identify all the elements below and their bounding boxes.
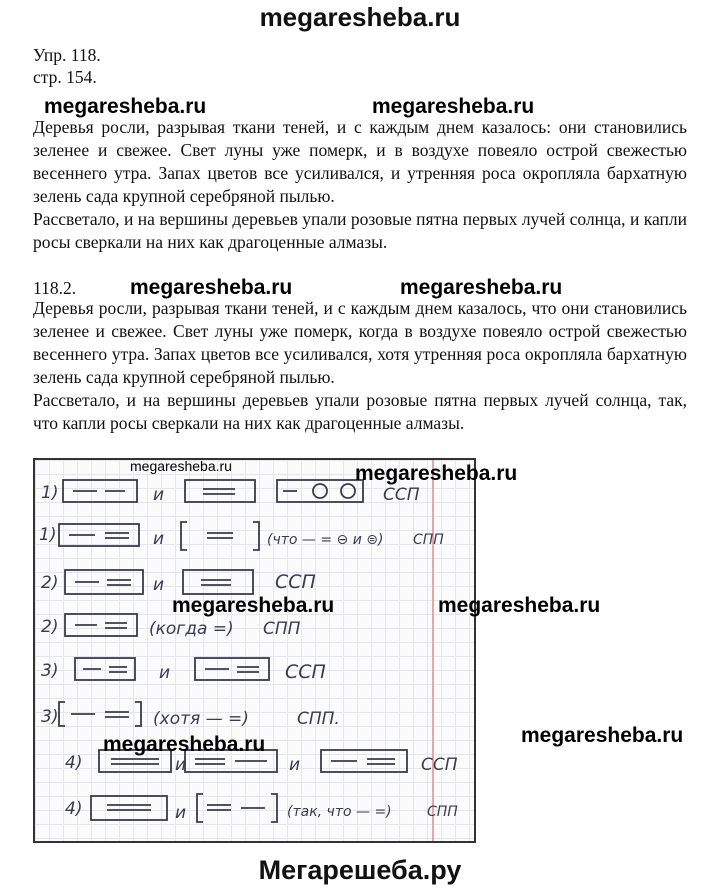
scheme-subordinate: (что — = ⊖ и ⊜) bbox=[267, 532, 384, 548]
watermark: megaresheba.ru bbox=[355, 462, 518, 485]
paragraph: Деревья росли, разрывая ткани теней, и с каждым днем казалось, что они становились зеленее и свежее. Свет луны уже померк, когда в воздухе повеяло острой свежестью весеннего утра. Запах цветов все усиливался, хотя утренняя роса окропляла бархатную зелень сада крупной серебряной пылью. bbox=[33, 298, 687, 387]
watermark: megaresheba.ru bbox=[521, 724, 684, 747]
page-reference: стр. 154. bbox=[33, 67, 97, 87]
scheme-number: 2) bbox=[41, 573, 59, 593]
watermark: megaresheba.ru bbox=[103, 733, 266, 756]
scheme-conjunction: и bbox=[159, 663, 171, 683]
notebook-photo bbox=[33, 458, 476, 843]
text-paragraph-block-2 bbox=[33, 297, 687, 435]
watermark: megaresheba.ru bbox=[438, 594, 601, 617]
scheme-conjunction: и bbox=[153, 529, 165, 549]
scheme-subordinate: (когда =) bbox=[149, 619, 234, 639]
scheme-number: 4) bbox=[65, 799, 83, 819]
watermark: megaresheba.ru bbox=[372, 95, 535, 118]
scheme-type: СПП. bbox=[297, 709, 340, 729]
scheme-number: 3) bbox=[41, 707, 59, 727]
scheme-type: ССП bbox=[383, 485, 420, 505]
scheme-number: 3) bbox=[41, 661, 59, 681]
scheme-type: СПП bbox=[413, 532, 444, 548]
watermark: megaresheba.ru bbox=[44, 95, 207, 118]
watermark: megaresheba.ru bbox=[400, 276, 563, 299]
paragraph: Деревья росли, разрывая ткани теней, и с каждым днем казалось: они становились зеленее и свежее. Свет луны уже померк, и в воздухе повеяло острой свежестью весеннего утра. Запах цветов все усиливался, и утренняя роса окропляла бархатную зелень сада крупной серебряной пылью. bbox=[33, 117, 687, 206]
exercise-title: Упр. 118. bbox=[33, 45, 101, 65]
watermark: megaresheba.ru bbox=[130, 458, 232, 474]
scheme-number: 2) bbox=[41, 617, 59, 637]
scheme-subordinate: (так, что — =) bbox=[287, 804, 392, 820]
watermark: megaresheba.ru bbox=[130, 276, 293, 299]
section-label: 118.2. bbox=[33, 278, 77, 298]
scheme-type: ССП bbox=[285, 661, 326, 683]
scheme-conjunction: и bbox=[289, 755, 301, 775]
scheme-type: ССП bbox=[421, 755, 458, 775]
paragraph: Рассветало, и на вершины деревьев упали розовые пятна первых лучей солнца, так, что капли росы сверкали на них как драгоценные алмазы. bbox=[33, 390, 687, 433]
scheme-conjunction: и bbox=[153, 575, 165, 595]
scheme-type: ССП bbox=[275, 571, 316, 593]
scheme-conjunction: и bbox=[175, 803, 187, 823]
scheme-number: 1) bbox=[41, 483, 59, 503]
scheme-subordinate: (хотя — =) bbox=[153, 709, 249, 729]
scheme-type: СПП bbox=[263, 619, 301, 639]
watermark: megaresheba.ru bbox=[172, 594, 335, 617]
paragraph: Рассветало, и на вершины деревьев упали розовые пятна первых лучей солнца, и капли росы сверкали на них как драгоценные алмазы. bbox=[33, 209, 687, 252]
scheme-conjunction: и bbox=[175, 755, 187, 775]
handwritten-schemes bbox=[35, 460, 475, 841]
scheme-number: 1) bbox=[39, 525, 57, 545]
scheme-type: СПП bbox=[427, 804, 458, 820]
site-title[interactable]: megaresheba.ru bbox=[259, 2, 461, 32]
text-paragraph-block-1 bbox=[33, 116, 687, 254]
scheme-number: 4) bbox=[65, 753, 83, 773]
scheme-conjunction: и bbox=[153, 485, 165, 505]
footer-site[interactable]: Мегарешеба.ру bbox=[258, 855, 462, 885]
